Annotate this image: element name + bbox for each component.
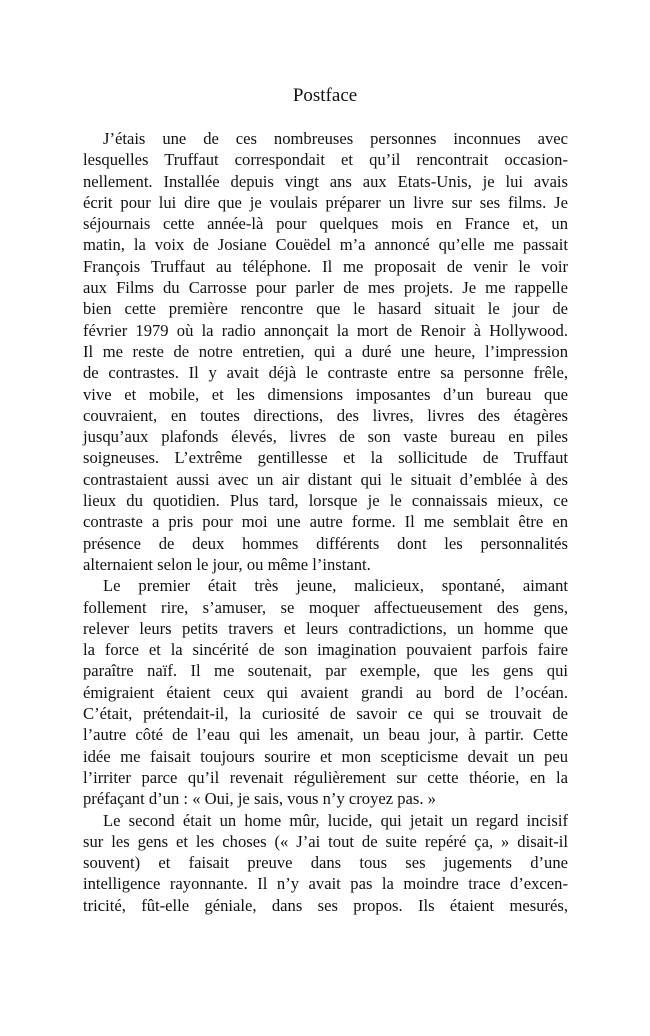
text-line: contraste a pris pour moi une autre forme. Il me semblait être en	[83, 512, 568, 532]
paragraph	[83, 575, 568, 809]
text-line: de contrastes. Il y avait déjà le contraste entre sa personne frêle,	[83, 363, 568, 383]
text-line: jusqu’aux plafonds élevés, livres de son vaste bureau en piles	[83, 427, 568, 447]
text-line: intelligence rayonnante. Il n’y avait pas la moindre trace d’excen-	[83, 874, 568, 894]
text-line: François Truffaut au téléphone. Il me proposait de venir le voir	[83, 256, 568, 276]
text-line: l’irriter parce qu’il revenait régulièrement sur cette théorie, en la	[83, 767, 568, 787]
text-line: alternaient selon le jour, ou même l’instant.	[83, 554, 371, 574]
text-line: Le second était un home mûr, lucide, qui jetait un regard incisif	[103, 810, 568, 830]
text-line: l’autre côté de l’eau qui les amenait, un beau jour, à partir. Cette	[83, 725, 568, 745]
text-line: couvraient, en toutes directions, des livres, livres des étagères	[83, 405, 568, 425]
text-line: idée me faisait toujours sourire et mon scepticisme devait un peu	[83, 746, 568, 766]
text-line: follement rire, s’amuser, se moquer affectueusement des gens,	[83, 597, 568, 617]
text-line: présence de deux hommes différents dont les personnalités	[83, 533, 568, 553]
text-line: soigneuses. L’extrême gentillesse et la sollicitude de Truffaut	[83, 448, 568, 468]
text-line: la force et la sincérité de son imagination pouvaient parfois faire	[83, 640, 568, 660]
text-line: aux Films du Carrosse pour parler de mes projets. Je me rappelle	[83, 278, 568, 298]
text-line: Le premier était très jeune, malicieux, spontané, aimant	[103, 576, 568, 596]
page-title: Postface	[292, 85, 358, 106]
text-line: tricité, fût-elle géniale, dans ses propos. Ils étaient mesurés,	[83, 895, 568, 915]
text-line: février 1979 où la radio annonçait la mort de Renoir à Hollywood.	[83, 320, 568, 340]
text-line: relever leurs petits travers et leurs contradictions, un homme que	[83, 618, 568, 638]
text-line: souvent) et faisait preuve dans tous ses jugements d’une	[83, 853, 568, 873]
text-line: lieux du quotidien. Plus tard, lorsque je le connaissais mieux, ce	[83, 491, 568, 511]
text-line: lesquelles Truffaut correspondait et qu’il rencontrait occasion-	[83, 150, 568, 170]
text-line: séjournais cette année-là pour quelques mois en France et, un	[83, 214, 568, 234]
text-line: paraître naïf. Il me soutenait, par exemple, que les gens qui	[83, 661, 568, 681]
text-line: contrastaient aussi avec un air distant qui le situait d’emblée à des	[83, 469, 568, 489]
text-line: Il me reste de notre entretien, qui a duré une heure, l’impression	[83, 341, 568, 361]
paragraph	[83, 128, 568, 575]
text-line: matin, la voix de Josiane Couëdel m’a annoncé qu’elle me passait	[83, 235, 568, 255]
text-line: C’était, prétendait-il, la curiosité de savoir ce qui se trouvait de	[83, 704, 568, 724]
text-line: écrit pour lui dire que je voulais préparer un livre sur ses films. Je	[83, 192, 568, 212]
text-line: préfaçant d’un : « Oui, je sais, vous n’y croyez pas. »	[83, 789, 436, 809]
text-line: nellement. Installée depuis vingt ans aux Etats-Unis, je lui avais	[83, 171, 568, 191]
text-line: J’étais une de ces nombreuses personnes inconnues avec	[103, 129, 568, 148]
paragraph	[83, 810, 568, 916]
text-line: vive et mobile, et les dimensions imposantes d’un bureau que	[83, 384, 568, 404]
text-line: bien cette première rencontre que le hasard situait le jour de	[83, 299, 568, 319]
body-text	[83, 128, 568, 916]
text-line: sur les gens et les choses (« J’ai tout de suite repéré ça, » disait-il	[83, 831, 568, 851]
text-line: émigraient étaient ceux qui avaient grandi au bord de l’océan.	[83, 682, 568, 702]
